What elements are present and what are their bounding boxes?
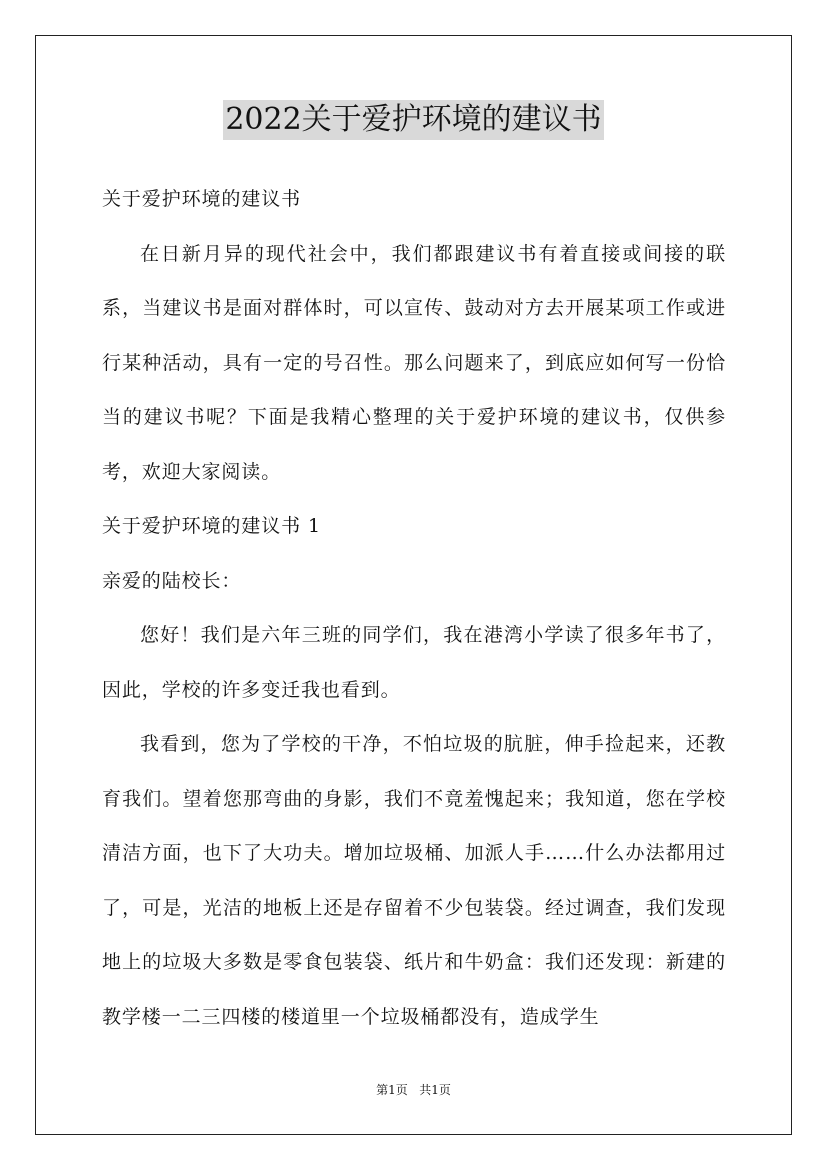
paragraph: 我看到，您为了学校的干净，不怕垃圾的肮脏，伸手捡起来，还教育我们。望着您那弯曲的身影，我们不竟羞愧起来；我知道，您在学校清洁方面，也下了大功夫。增加垃圾桶、加派人手……什么办法都用过了，可是，光洁的地板上还是存留着不少包装袋。经过调查，我们发现地上的垃圾大多数是零食包装袋、纸片和牛奶盒：我们还发现：新建的教学楼一二三四楼的楼道里一个垃圾桶都没有，造成学生: [102, 733, 726, 1028]
page-total: 共1页: [419, 1083, 451, 1097]
paragraph: 在日新月异的现代社会中，我们都跟建议书有着直接或间接的联系，当建议书是面对群体时，可以宣传、鼓动对方去开展某项工作或进行某种活动，具有一定的号召性。那么问题来了，到底应如何写一份恰当的建议书呢？下面是我精心整理的关于爱护环境的建议书，仅供参考，欢迎大家阅读。: [102, 242, 726, 483]
salutation: 亲爱的陆校长：: [102, 569, 242, 592]
paragraph: 关于爱护环境的建议书: [102, 188, 302, 210]
document-title: 2022关于爱护环境的建议书: [223, 100, 603, 140]
page-number: 第1页: [376, 1083, 408, 1097]
section-heading: 关于爱护环境的建议书 1: [102, 515, 321, 537]
title-container: [0, 100, 827, 140]
page-footer: [0, 1082, 827, 1098]
document-body: [102, 172, 726, 1044]
paragraph: 您好！我们是六年三班的同学们，我在港湾小学读了很多年书了，因此，学校的许多变迁我也看到。: [102, 624, 726, 701]
